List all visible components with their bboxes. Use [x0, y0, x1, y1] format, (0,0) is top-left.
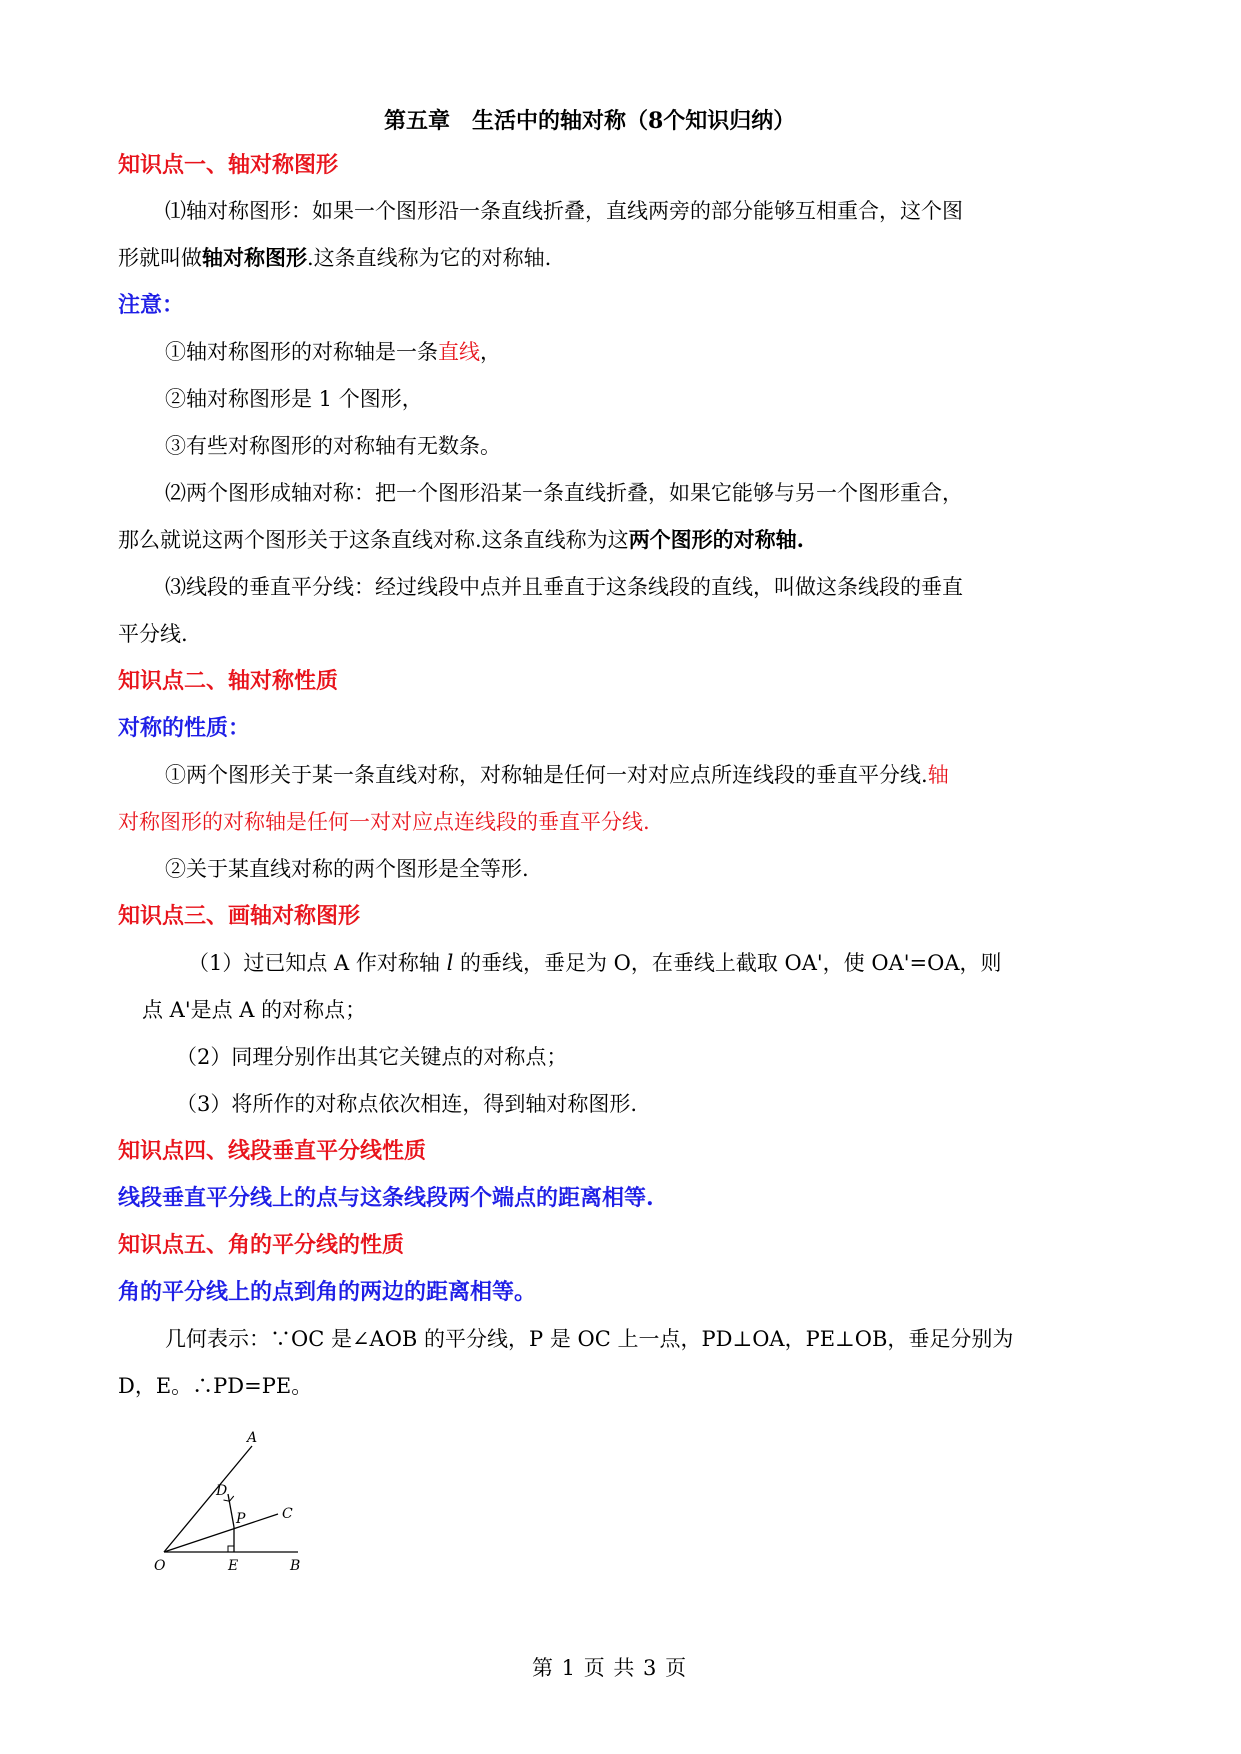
property-item-1-line2: 对称图形的对称轴是任何一对对应点连线段的垂直平分线. [118, 810, 650, 834]
highlight-text: 轴 [927, 763, 949, 787]
text-segment: .这条直线称为它的对称轴. [307, 246, 552, 270]
page-footer: 第 1 页 共 3 页 [532, 1656, 688, 1680]
section-heading-3: 知识点三、画轴对称图形 [118, 903, 361, 929]
paragraph-perp-bisector-line2: 平分线. [118, 622, 188, 646]
ray-oa [164, 1446, 252, 1552]
text-segment: ①两个图形关于某一条直线对称，对称轴是任何一对对应点所连线段的垂直平分线. [165, 763, 928, 787]
label-e: E [228, 1558, 239, 1574]
paragraph-two-figures-line2 [118, 525, 804, 555]
property-item-2: ②关于某直线对称的两个图形是全等形. [165, 857, 529, 881]
ray-oc [164, 1514, 278, 1552]
theorem-statement-4: 线段垂直平分线上的点与这条线段两个端点的距离相等. [118, 1185, 654, 1211]
italic-symbol: l [446, 951, 454, 975]
step-1-line1 [188, 948, 1001, 978]
paragraph-two-figures-line1: ⑵两个图形成轴对称：把一个图形沿某一条直线折叠，如果它能够与另一个图形重合， [165, 481, 963, 505]
note-heading: 注意： [118, 292, 185, 318]
paragraph-axis-figure-line2 [118, 243, 551, 273]
theorem-statement-5: 角的平分线上的点到角的两边的距离相等。 [118, 1279, 537, 1305]
note-item-2: ②轴对称图形是 1 个图形， [165, 387, 423, 411]
paragraph-perp-bisector-line1: ⑶线段的垂直平分线：经过线段中点并且垂直于这条线段的直线，叫做这条线段的垂直 [165, 575, 963, 599]
note-item-1 [165, 337, 501, 367]
subheading-symmetry-properties: 对称的性质： [118, 715, 251, 741]
section-heading-5: 知识点五、角的平分线的性质 [118, 1232, 405, 1258]
step-2: （2）同理分别作出其它关键点的对称点； [176, 1045, 568, 1069]
text-segment: 的垂线，垂足为 O，在垂线上截取 OA'，使 OA'=OA，则 [453, 951, 1002, 975]
angle-bisector-figure [150, 1420, 320, 1580]
section-heading-1: 知识点一、轴对称图形 [118, 152, 339, 178]
label-o: O [154, 1558, 166, 1574]
step-1-line2: 点 A'是点 A 的对称点； [142, 998, 367, 1022]
bold-term: 两个图形的对称轴. [628, 527, 804, 552]
highlight-text: 直线 [438, 340, 480, 364]
label-c: C [282, 1506, 293, 1522]
property-item-1-line1 [165, 760, 949, 790]
text-segment: 那么就说这两个图形关于这条直线对称.这条直线称为这 [118, 528, 629, 552]
note-item-3: ③有些对称图形的对称轴有无数条。 [165, 434, 501, 458]
label-d: D [216, 1483, 228, 1499]
label-p: P [236, 1511, 246, 1527]
step-3: （3）将所作的对称点依次相连，得到轴对称图形. [176, 1092, 638, 1116]
geometric-notation-line2: D，E。∴PD=PE。 [118, 1374, 313, 1398]
text-segment: ①轴对称图形的对称轴是一条 [165, 340, 438, 364]
section-heading-4: 知识点四、线段垂直平分线性质 [118, 1138, 427, 1164]
section-heading-2: 知识点二、轴对称性质 [118, 668, 339, 694]
text-segment: 形就叫做 [118, 246, 202, 270]
right-angle-mark-e [228, 1546, 234, 1552]
page-title: 第五章 生活中的轴对称（8个知识归纳） [384, 108, 796, 134]
text-segment: （1）过已知点 A 作对称轴 [188, 951, 447, 975]
label-a: A [247, 1430, 258, 1446]
text-segment: ， [480, 340, 501, 364]
paragraph-axis-figure-line1: ⑴轴对称图形：如果一个图形沿一条直线折叠，直线两旁的部分能够互相重合，这个图 [165, 199, 963, 223]
bold-term: 轴对称图形 [202, 245, 307, 270]
label-b: B [290, 1558, 301, 1574]
geometric-notation-line1: 几何表示：∵OC 是∠AOB 的平分线，P 是 OC 上一点，PD⊥OA，PE⊥OB，垂足分别为 [165, 1327, 1014, 1351]
